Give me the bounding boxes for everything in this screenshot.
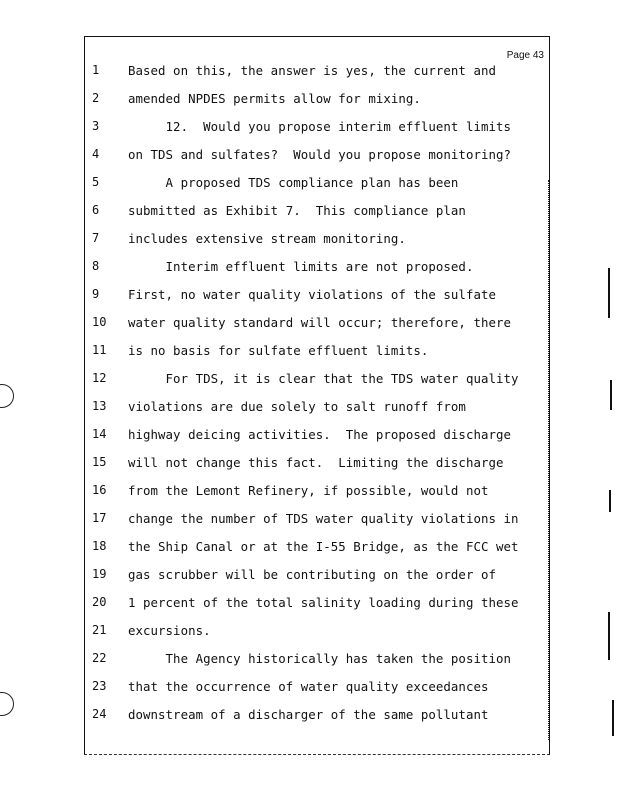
scan-artifact-line xyxy=(608,612,610,660)
line-text: from the Lemont Refinery, if possible, would not xyxy=(128,483,489,498)
transcript-line xyxy=(0,427,620,447)
line-text: The Agency historically has taken the position xyxy=(128,651,511,666)
line-text: that the occurrence of water quality exceedances xyxy=(128,679,489,694)
line-text: submitted as Exhibit 7. This compliance plan xyxy=(128,203,466,218)
line-number: 7 xyxy=(92,231,100,245)
line-number: 20 xyxy=(92,595,107,609)
transcript-line xyxy=(0,539,620,559)
line-number: 23 xyxy=(92,679,107,693)
line-text: change the number of TDS water quality violations in xyxy=(128,511,519,526)
line-number: 3 xyxy=(92,119,100,133)
transcript-line xyxy=(0,287,620,307)
transcript-line xyxy=(0,175,620,195)
transcript-line xyxy=(0,567,620,587)
transcript-line xyxy=(0,651,620,671)
line-number: 22 xyxy=(92,651,107,665)
line-number: 21 xyxy=(92,623,107,637)
line-number: 10 xyxy=(92,315,107,329)
transcript-line xyxy=(0,231,620,251)
transcript-line xyxy=(0,399,620,419)
transcript-line xyxy=(0,91,620,111)
line-text: water quality standard will occur; therefore, there xyxy=(128,315,511,330)
line-text: downstream of a discharger of the same pollutant xyxy=(128,707,489,722)
line-number: 9 xyxy=(92,287,100,301)
transcript-line xyxy=(0,455,620,475)
line-number: 15 xyxy=(92,455,107,469)
line-text: the Ship Canal or at the I-55 Bridge, as the FCC wet xyxy=(128,539,519,554)
page-border xyxy=(84,36,550,755)
line-number: 18 xyxy=(92,539,107,553)
line-text: First, no water quality violations of the sulfate xyxy=(128,287,496,302)
line-text: amended NPDES permits allow for mixing. xyxy=(128,91,421,106)
line-text: Interim effluent limits are not proposed. xyxy=(128,259,474,274)
scan-artifact-line xyxy=(608,268,610,318)
transcript-line xyxy=(0,483,620,503)
line-text: will not change this fact. Limiting the discharge xyxy=(128,455,504,470)
line-number: 4 xyxy=(92,147,100,161)
line-text: Based on this, the answer is yes, the current and xyxy=(128,63,496,78)
transcript-line xyxy=(0,595,620,615)
line-number: 1 xyxy=(92,63,100,77)
transcript-line xyxy=(0,707,620,727)
line-number: 12 xyxy=(92,371,107,385)
line-text: 12. Would you propose interim effluent limits xyxy=(128,119,511,134)
scan-edge-marks xyxy=(548,180,555,740)
scan-artifact-line xyxy=(609,490,611,512)
line-text: includes extensive stream monitoring. xyxy=(128,231,406,246)
scan-artifact-line xyxy=(610,380,612,410)
line-number: 11 xyxy=(92,343,107,357)
line-number: 13 xyxy=(92,399,107,413)
line-number: 17 xyxy=(92,511,107,525)
transcript-line xyxy=(0,623,620,643)
line-number: 24 xyxy=(92,707,107,721)
line-number: 8 xyxy=(92,259,100,273)
line-text: excursions. xyxy=(128,623,211,638)
transcript-line xyxy=(0,147,620,167)
transcript-line xyxy=(0,203,620,223)
line-text: is no basis for sulfate effluent limits. xyxy=(128,343,429,358)
line-number: 19 xyxy=(92,567,107,581)
transcript-line xyxy=(0,679,620,699)
scan-artifact-line xyxy=(612,700,614,736)
line-number: 6 xyxy=(92,203,100,217)
transcript-line xyxy=(0,259,620,279)
line-number: 2 xyxy=(92,91,100,105)
line-text: highway deicing activities. The proposed discharge xyxy=(128,427,511,442)
line-text: A proposed TDS compliance plan has been xyxy=(128,175,459,190)
transcript-line xyxy=(0,371,620,391)
line-text: on TDS and sulfates? Would you propose monitoring? xyxy=(128,147,511,162)
page-number: Page 43 xyxy=(506,50,544,61)
transcript-line xyxy=(0,343,620,363)
line-text: For TDS, it is clear that the TDS water quality xyxy=(128,371,519,386)
transcript-line xyxy=(0,511,620,531)
line-number: 16 xyxy=(92,483,107,497)
line-text: 1 percent of the total salinity loading during these xyxy=(128,595,519,610)
line-text: gas scrubber will be contributing on the order of xyxy=(128,567,496,582)
transcript-line xyxy=(0,63,620,83)
line-number: 5 xyxy=(92,175,100,189)
footer-rule xyxy=(84,754,550,755)
line-text: violations are due solely to salt runoff from xyxy=(128,399,466,414)
transcript-line xyxy=(0,119,620,139)
line-number: 14 xyxy=(92,427,107,441)
transcript-line xyxy=(0,315,620,335)
